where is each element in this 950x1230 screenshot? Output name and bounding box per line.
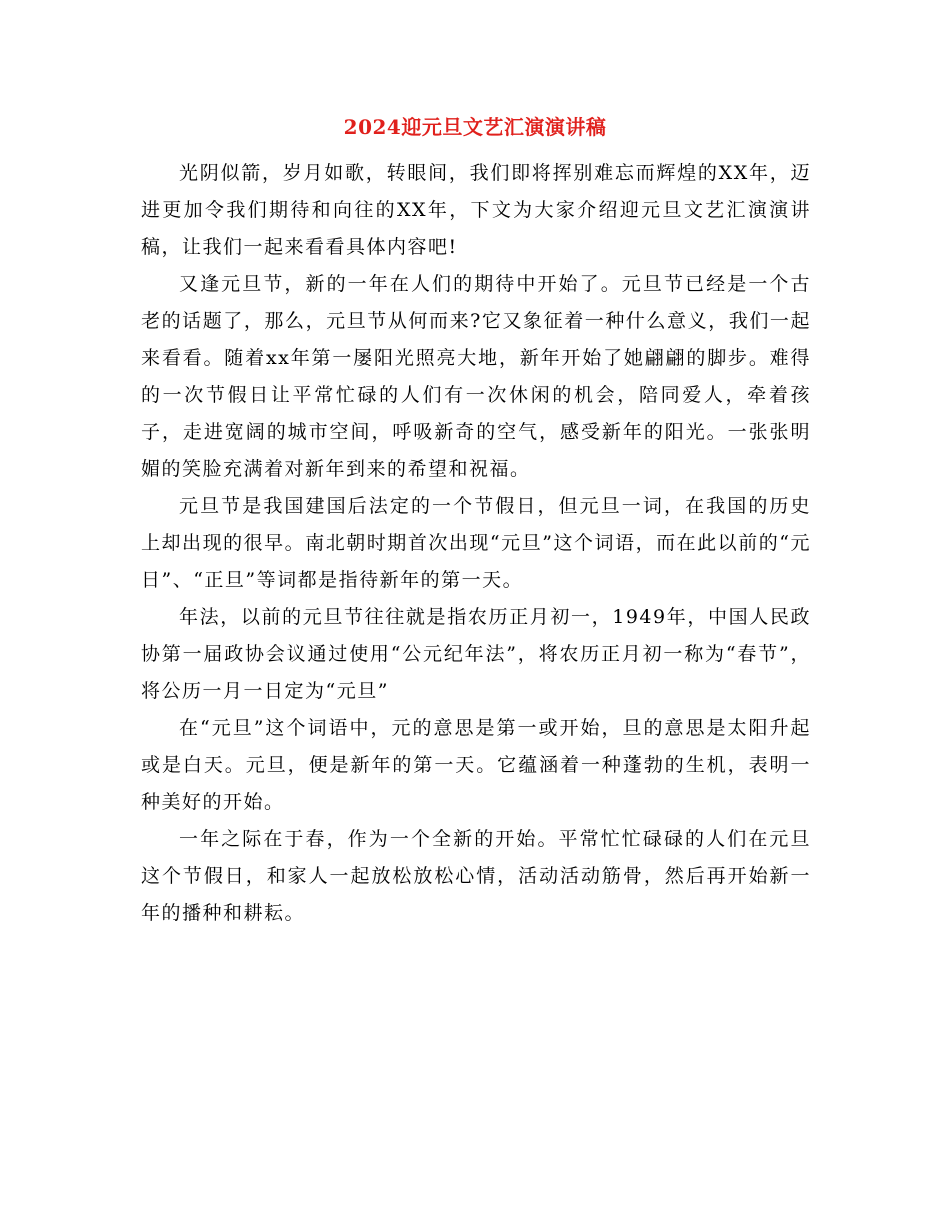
paragraph-4: 年法，以前的元旦节往往就是指农历正月初一，1949年，中国人民政协第一届政协会议通过使用“公元纪年法”，将农历正月初一称为“春节”，将公历一月一日定为“元旦” xyxy=(141,606,811,702)
paragraph-3: 元旦节是我国建国后法定的一个节假日，但元旦一词，在我国的历史上却出现的很早。南北朝时期首次出现“元旦”这个词语，而在此以前的“元日”、“正旦”等词都是指待新年的第一天。 xyxy=(141,495,811,591)
document-title: 2024迎元旦文艺汇演演讲稿 xyxy=(343,115,607,139)
document-body xyxy=(141,155,811,932)
paragraph-1: 光阴似箭，岁月如歌，转眼间，我们即将挥别难忘而辉煌的XX年，迈进更加令我们期待和向往的XX年，下文为大家介绍迎元旦文艺汇演演讲稿，让我们一起来看看具体内容吧! xyxy=(141,162,811,258)
paragraph-2: 又逢元旦节，新的一年在人们的期待中开始了。元旦节已经是一个古老的话题了，那么，元旦节从何而来?它又象征着一种什么意义，我们一起来看看。随着xx年第一屡阳光照亮大地，新年开始了她翩翩的脚步。难得的一次节假日让平常忙碌的人们有一次休闲的机会，陪同爱人，牵着孩子，走进宽阔的城市空间，呼吸新奇的空气，感受新年的阳光。一张张明媚的笑脸充满着对新年到来的希望和祝福。 xyxy=(141,273,811,480)
paragraph-6: 一年之际在于春，作为一个全新的开始。平常忙忙碌碌的人们在元旦这个节假日，和家人一起放松放松心情，活动活动筋骨，然后再开始新一年的播种和耕耘。 xyxy=(141,828,811,924)
paragraph-5: 在“元旦”这个词语中，元的意思是第一或开始，旦的意思是太阳升起或是白天。元旦，便是新年的第一天。它蕴涵着一种蓬勃的生机，表明一种美好的开始。 xyxy=(141,717,811,813)
